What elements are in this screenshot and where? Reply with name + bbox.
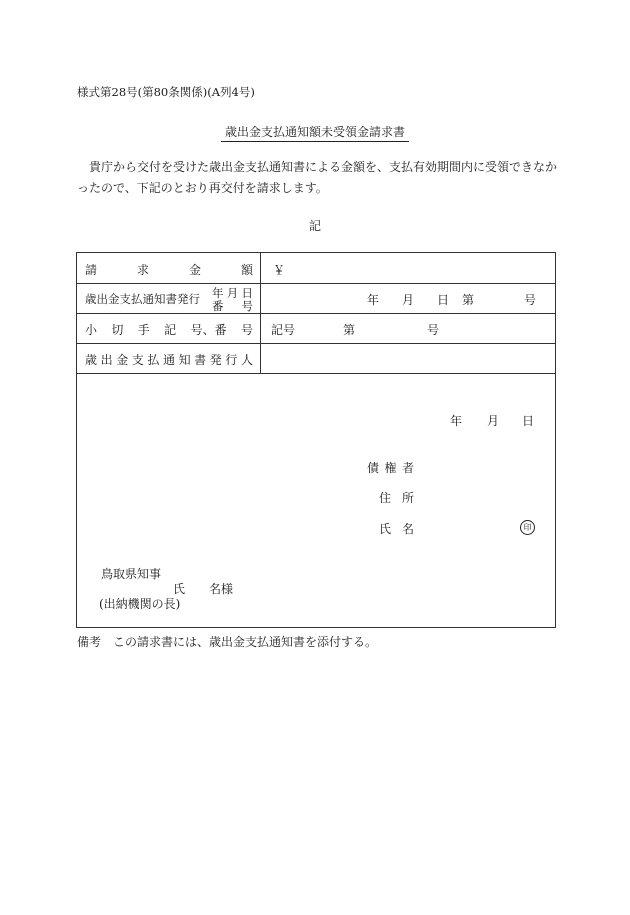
form-number: 様式第28号(第80条関係)(A列4号) — [77, 85, 255, 99]
label-char: 者 — [401, 461, 414, 475]
label-char: 記 — [164, 323, 177, 337]
request-body-text: 貴庁から交付を受けた歳出金支払通知書による金額を、支払有効期間内に受領できなかったので、下記のとおり再交付を請求します。 — [77, 160, 558, 195]
label-char: 氏 — [379, 522, 392, 536]
issue-number-sublabel — [212, 298, 253, 314]
label-char: 号、番 — [190, 323, 227, 337]
label-char: 通 — [162, 353, 175, 367]
treasury-head-note: (出納機関の長) — [99, 597, 181, 611]
label-char: 日 — [241, 286, 253, 300]
check-go-label: 号 — [427, 323, 440, 337]
payment-notice-issue-label: 歳出金支払通知書発行 — [85, 292, 200, 306]
label-char: 債 — [367, 461, 380, 475]
check-number-label — [85, 321, 253, 338]
sign-day-unit: 日 — [522, 414, 535, 428]
remarks-note: 備考 この請求書には、歳出金支払通知書を添付する。 — [77, 635, 378, 649]
document-title-text: 歳出金支払通知額未受領金請求書 — [221, 123, 409, 142]
label-char: 名 — [401, 522, 414, 536]
issuer-label — [85, 351, 253, 368]
label-char: 人 — [240, 353, 253, 367]
label-char: 月 — [226, 286, 239, 300]
issue-year-unit: 年 — [367, 293, 380, 307]
label-char: 号 — [240, 323, 253, 337]
label-char: 歳 — [85, 353, 98, 367]
row-divider — [77, 313, 555, 314]
label-char: 金 — [116, 353, 129, 367]
label-char: 年 — [212, 286, 224, 300]
column-divider — [260, 253, 261, 373]
label-char: 切 — [111, 323, 124, 337]
label-char: 請 — [85, 263, 98, 277]
label-char: 発 — [209, 353, 222, 367]
label-char: 手 — [137, 323, 150, 337]
address-label — [379, 489, 414, 506]
label-char: 権 — [384, 461, 397, 475]
name-label — [379, 520, 414, 537]
label-char: 所 — [401, 491, 414, 505]
label-char: 号 — [241, 299, 253, 313]
issue-dai-label: 第 — [462, 293, 475, 307]
seal-mark: 印 — [520, 520, 535, 535]
label-char: 住 — [379, 491, 392, 505]
yen-symbol: ￥ — [273, 263, 286, 277]
ki-heading: 記 — [308, 219, 321, 233]
sign-year-unit: 年 — [450, 414, 463, 428]
label-char: 行 — [225, 353, 238, 367]
creditor-label — [367, 459, 414, 476]
row-divider — [77, 283, 555, 284]
label-char: 小 — [85, 323, 98, 337]
request-form-table — [76, 252, 556, 628]
label-char: 支 — [131, 353, 144, 367]
sign-month-unit: 月 — [487, 414, 500, 428]
governor-label: 鳥取県知事 — [101, 567, 162, 581]
label-char: 金 — [188, 263, 201, 277]
amount-label — [85, 261, 253, 278]
label-char: 出 — [100, 353, 113, 367]
governor-name-label: 氏 名様 — [173, 582, 234, 596]
check-kigo-label: 記号 — [271, 323, 296, 337]
label-char: 書 — [194, 353, 207, 367]
issue-go-label: 号 — [524, 293, 537, 307]
label-char: 番 — [212, 299, 224, 313]
check-dai-label: 第 — [343, 323, 356, 337]
row-divider — [77, 343, 555, 344]
label-char: 求 — [136, 263, 149, 277]
row-divider — [77, 373, 555, 374]
issue-day-unit: 日 — [437, 293, 450, 307]
document-title — [0, 123, 630, 142]
label-char: 知 — [178, 353, 191, 367]
label-char: 払 — [147, 353, 160, 367]
issue-month-unit: 月 — [402, 293, 415, 307]
label-char: 額 — [240, 263, 253, 277]
